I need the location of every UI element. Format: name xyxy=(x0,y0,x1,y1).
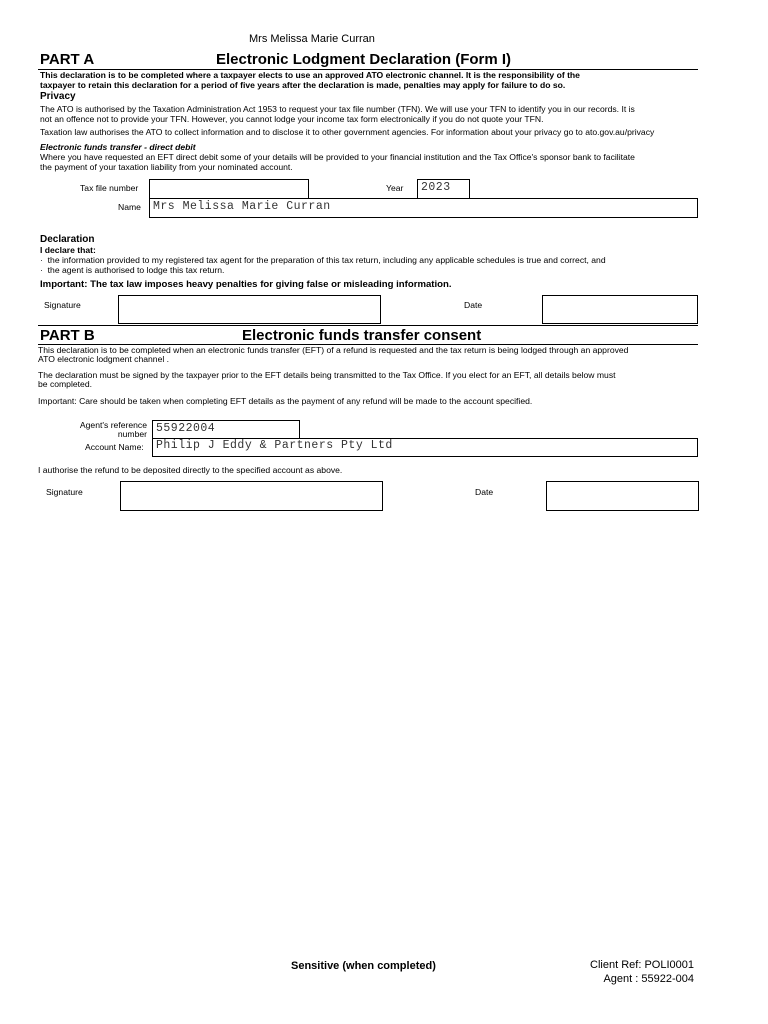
date-label-b: Date xyxy=(475,487,494,497)
agent-ref-label-line1: Agent's reference xyxy=(79,420,147,430)
part-b-sign-2: be completed. xyxy=(38,379,92,389)
part-b-top-rule xyxy=(38,325,698,326)
part-a-label: PART A xyxy=(40,51,95,68)
name-value: Mrs Melissa Marie Curran xyxy=(153,200,331,213)
signature-field-a[interactable] xyxy=(118,295,381,324)
privacy-text-1: The ATO is authorised by the Taxation Administration Act 1953 to request your tax file number (TFN). We will use your TFN to identify you in our records. It is xyxy=(40,104,635,114)
date-label-a: Date xyxy=(464,300,483,310)
signature-label-b: Signature xyxy=(46,487,83,497)
year-value: 2023 xyxy=(421,181,451,194)
agent-ref-label-line2: number xyxy=(117,429,147,439)
bullet-mark: · xyxy=(40,255,43,265)
eft-heading: Electronic funds transfer - direct debit xyxy=(40,142,196,152)
authorise-text: I authorise the refund to be deposited directly to the specified account as above. xyxy=(38,465,343,475)
part-b-label: PART B xyxy=(40,327,95,344)
account-name-field[interactable] xyxy=(152,438,698,457)
part-b-intro-1: This declaration is to be completed when an electronic funds transfer (EFT) of a refund is requested and the tax return is being lodged through an approved xyxy=(38,345,629,355)
account-name-value: Philip J Eddy & Partners Pty Ltd xyxy=(156,439,393,452)
signature-label-a: Signature xyxy=(44,300,81,310)
part-b-sign-1: The declaration must be signed by the taxpayer prior to the EFT details being transmitted to the Tax Office. If you elect for an EFT, all details below must xyxy=(38,370,616,380)
year-field[interactable] xyxy=(417,179,470,199)
taxpayer-name-header: Mrs Melissa Marie Curran xyxy=(249,33,375,45)
signature-field-b[interactable] xyxy=(120,481,383,511)
privacy-text-3: Taxation law authorises the ATO to collect information and to disclose it to other government agencies. For information about your privacy go to ato.gov.au/privacy xyxy=(40,127,655,137)
tfn-label: Tax file number xyxy=(80,183,139,193)
privacy-heading: Privacy xyxy=(40,91,76,102)
footer-refs xyxy=(560,958,694,986)
declaration-heading: Declaration xyxy=(40,234,95,245)
bullet-2-text: the agent is authorised to lodge this tax return. xyxy=(47,265,225,275)
client-ref: Client Ref: POLI0001 xyxy=(590,959,694,971)
date-field-a[interactable] xyxy=(542,295,698,324)
name-field[interactable] xyxy=(149,198,698,218)
part-b-important: Important: Care should be taken when completing EFT details as the payment of any refund will be made to the account specified. xyxy=(38,396,533,406)
bullet-1-text: the information provided to my registered tax agent for the preparation of this tax return, including any applicable schedules is true and correct, and xyxy=(47,255,606,265)
part-b-intro-2: ATO electronic lodgment channel . xyxy=(38,354,170,364)
declare-that: I declare that: xyxy=(40,245,96,255)
agent-ref-label xyxy=(76,421,147,439)
part-a-important: Important: The tax law imposes heavy penalties for giving false or misleading information. xyxy=(40,279,452,290)
privacy-text-2: not an offence not to provide your TFN. However, you cannot lodge your income tax form electronically if you do not quote your TFN. xyxy=(40,114,544,124)
part-b-title: Electronic funds transfer consent xyxy=(242,327,482,344)
tfn-field[interactable] xyxy=(149,179,309,199)
part-a-intro-2: taxpayer to retain this declaration for a period of five years after the declaration is made, penalties may apply for failure to do so. xyxy=(40,80,566,90)
sensitive-notice: Sensitive (when completed) xyxy=(291,960,436,972)
bullet-mark: · xyxy=(40,265,43,275)
account-name-label: Account Name: xyxy=(85,442,144,452)
date-field-b[interactable] xyxy=(546,481,699,511)
name-label: Name xyxy=(118,202,141,212)
declaration-bullet-2 xyxy=(40,265,224,275)
declaration-bullet-1 xyxy=(40,255,606,265)
agent-ref-value: 55922004 xyxy=(156,422,216,435)
eft-text-2: the payment of your taxation liability from your nominated account. xyxy=(40,162,293,172)
eft-text-1: Where you have requested an EFT direct debit some of your details will be provided to your financial institution and the Tax Office's sponsor bank to facilitate xyxy=(40,152,635,162)
agent-ref-field[interactable] xyxy=(152,420,300,439)
year-label: Year xyxy=(386,183,404,193)
part-a-intro-1: This declaration is to be completed where a taxpayer elects to use an approved ATO electronic channel. It is the responsibility of the xyxy=(40,70,580,80)
part-a-title: Electronic Lodgment Declaration (Form I) xyxy=(216,51,512,68)
agent-ref-footer: Agent : 55922-004 xyxy=(603,973,694,985)
